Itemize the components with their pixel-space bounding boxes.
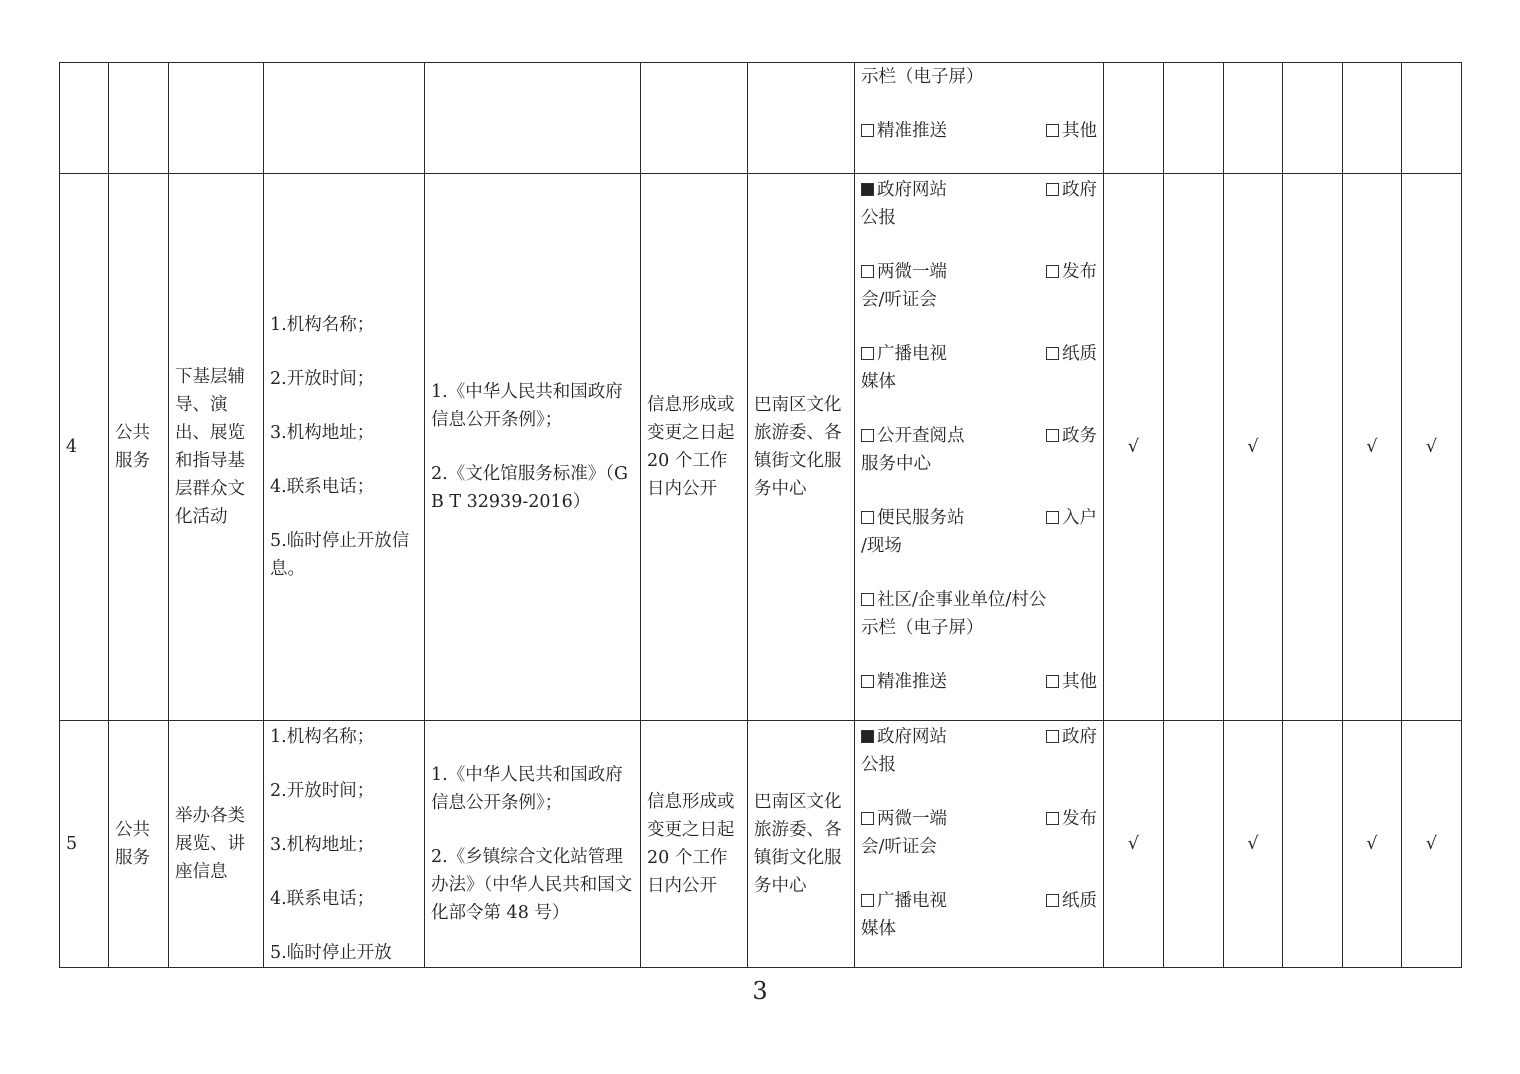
check-cell	[1164, 174, 1224, 721]
channels-cell	[855, 63, 1104, 174]
page-number: 3	[752, 977, 768, 1005]
channel-label: 政府网站	[877, 180, 947, 200]
check-cell	[1283, 174, 1343, 721]
checkbox-icon	[1046, 675, 1059, 688]
check-cell	[1343, 63, 1402, 174]
check-cell: √	[1402, 174, 1462, 721]
channel-option	[861, 586, 1097, 642]
checkbox-icon	[1046, 347, 1059, 360]
checkbox-icon	[861, 265, 874, 278]
channel-label: 入户	[1062, 508, 1097, 528]
channel-wrap: 会/听证会	[861, 837, 937, 857]
check-cell	[1224, 63, 1283, 174]
channel-option	[861, 117, 1097, 145]
check-cell	[1283, 63, 1343, 174]
channel-option	[861, 805, 1097, 861]
check-cell: √	[1343, 174, 1402, 721]
channel-wrap: 公报	[861, 208, 896, 228]
basis-line: 1.《中华人民共和国政府信息公开条例》；	[431, 382, 623, 430]
period-cell: 信息形成或变更之日起 20 个工作日内公开	[641, 721, 748, 968]
channel-option	[861, 504, 1097, 560]
channel-option	[861, 340, 1097, 396]
check-cell: √	[1224, 174, 1283, 721]
checkbox-icon	[861, 894, 874, 907]
checkbox-icon	[1046, 429, 1059, 442]
check-cell	[1402, 63, 1462, 174]
check-cell: √	[1402, 721, 1462, 968]
index-cell: 4	[60, 174, 109, 721]
channels-cell	[855, 721, 1104, 968]
category-cell: 公共服务	[109, 174, 169, 721]
checkbox-icon	[861, 812, 874, 825]
item-cell: 下基层辅导、演出、展览和指导基层群众文化活动	[169, 174, 264, 721]
channel-label: 政府网站	[877, 727, 947, 747]
period-cell: 信息形成或变更之日起 20 个工作日内公开	[641, 174, 748, 721]
checkbox-icon	[861, 429, 874, 442]
channel-wrap: 会/听证会	[861, 290, 937, 310]
channel-wrap: 公报	[861, 755, 896, 775]
checked-box-icon	[861, 183, 874, 196]
checkbox-icon	[1046, 183, 1059, 196]
channel-option	[861, 258, 1097, 314]
check-cell: √	[1224, 721, 1283, 968]
channel-label: 精准推送	[877, 672, 947, 692]
content-line: 3.机构地址；	[270, 835, 375, 855]
basis-line: 2.《文化馆服务标准》（GB T 32939-2016）	[431, 464, 628, 512]
subject-cell: 巴南区文化旅游委、各镇街文化服务中心	[748, 174, 855, 721]
content-line: 4.联系电话；	[270, 477, 375, 497]
check-cell	[1104, 63, 1164, 174]
checkbox-icon	[861, 124, 874, 137]
channel-label: 政务	[1062, 426, 1097, 446]
channel-label: 精准推送	[877, 121, 947, 141]
channel-label: 政府	[1062, 180, 1097, 200]
channel-label: 发布	[1062, 809, 1097, 829]
channel-wrap: 示栏（电子屏）	[861, 618, 984, 638]
checkbox-icon	[861, 593, 874, 606]
category-cell	[109, 63, 169, 174]
index-cell	[60, 63, 109, 174]
content-line: 5.临时停止开放信息。	[270, 531, 410, 579]
check-cell: √	[1104, 721, 1164, 968]
content-line: 2.开放时间；	[270, 781, 375, 801]
channel-label: 两微一端	[877, 809, 947, 829]
checkbox-icon	[861, 675, 874, 688]
channel-wrap: 媒体	[861, 919, 896, 939]
channel-label: 便民服务站	[877, 508, 965, 528]
checkbox-icon	[1046, 730, 1059, 743]
basis-cell	[425, 63, 641, 174]
content-line: 3.机构地址；	[270, 423, 375, 443]
checkbox-icon	[1046, 894, 1059, 907]
channel-wrap: /现场	[861, 536, 902, 556]
check-cell	[1164, 721, 1224, 968]
channel-option	[861, 887, 1097, 943]
channel-wrap: 服务中心	[861, 454, 931, 474]
channel-label: 其他	[1062, 121, 1097, 141]
subject-cell: 巴南区文化旅游委、各镇街文化服务中心	[748, 721, 855, 968]
channels-cell	[855, 174, 1104, 721]
basis-cell	[425, 721, 641, 968]
checkbox-icon	[1046, 265, 1059, 278]
channel-label: 社区/企事业单位/村公	[877, 590, 1047, 610]
content-line: 1.机构名称；	[270, 315, 375, 335]
index-cell: 5	[60, 721, 109, 968]
channel-option	[861, 422, 1097, 478]
checked-box-icon	[861, 730, 874, 743]
table-row	[60, 63, 1462, 174]
checkbox-icon	[1046, 511, 1059, 524]
content-line: 4.联系电话；	[270, 889, 375, 909]
checkbox-icon	[861, 347, 874, 360]
item-cell	[169, 63, 264, 174]
table-row	[60, 721, 1462, 968]
content-cell	[264, 174, 425, 721]
channel-option	[861, 176, 1097, 232]
check-cell	[1283, 721, 1343, 968]
category-cell: 公共服务	[109, 721, 169, 968]
content-line: 1.机构名称；	[270, 727, 375, 747]
channel-label: 公开查阅点	[877, 426, 965, 446]
basis-line: 1.《中华人民共和国政府信息公开条例》；	[431, 765, 623, 813]
subject-cell	[748, 63, 855, 174]
checkbox-icon	[1046, 124, 1059, 137]
channel-label: 两微一端	[877, 262, 947, 282]
table-row	[60, 174, 1462, 721]
item-cell: 举办各类展览、讲座信息	[169, 721, 264, 968]
channel-continued-text: 示栏（电子屏）	[861, 67, 984, 87]
channel-label: 广播电视	[877, 344, 947, 364]
checkbox-icon	[1046, 812, 1059, 825]
channel-label: 纸质	[1062, 344, 1097, 364]
channel-label: 政府	[1062, 727, 1097, 747]
content-cell	[264, 63, 425, 174]
check-cell: √	[1343, 721, 1402, 968]
check-cell: √	[1104, 174, 1164, 721]
basis-cell	[425, 174, 641, 721]
channel-label: 发布	[1062, 262, 1097, 282]
channel-label: 广播电视	[877, 891, 947, 911]
basis-line: 2.《乡镇综合文化站管理办法》（中华人民共和国文化部令第 48 号）	[431, 847, 633, 923]
content-line: 5.临时停止开放	[270, 943, 392, 963]
channel-option	[861, 723, 1097, 779]
channel-wrap: 媒体	[861, 372, 896, 392]
channel-label: 纸质	[1062, 891, 1097, 911]
channel-label: 其他	[1062, 672, 1097, 692]
checkbox-icon	[861, 511, 874, 524]
content-cell	[264, 721, 425, 968]
channel-option	[861, 668, 1097, 696]
check-cell	[1164, 63, 1224, 174]
content-line: 2.开放时间；	[270, 369, 375, 389]
disclosure-table	[59, 62, 1462, 968]
period-cell	[641, 63, 748, 174]
